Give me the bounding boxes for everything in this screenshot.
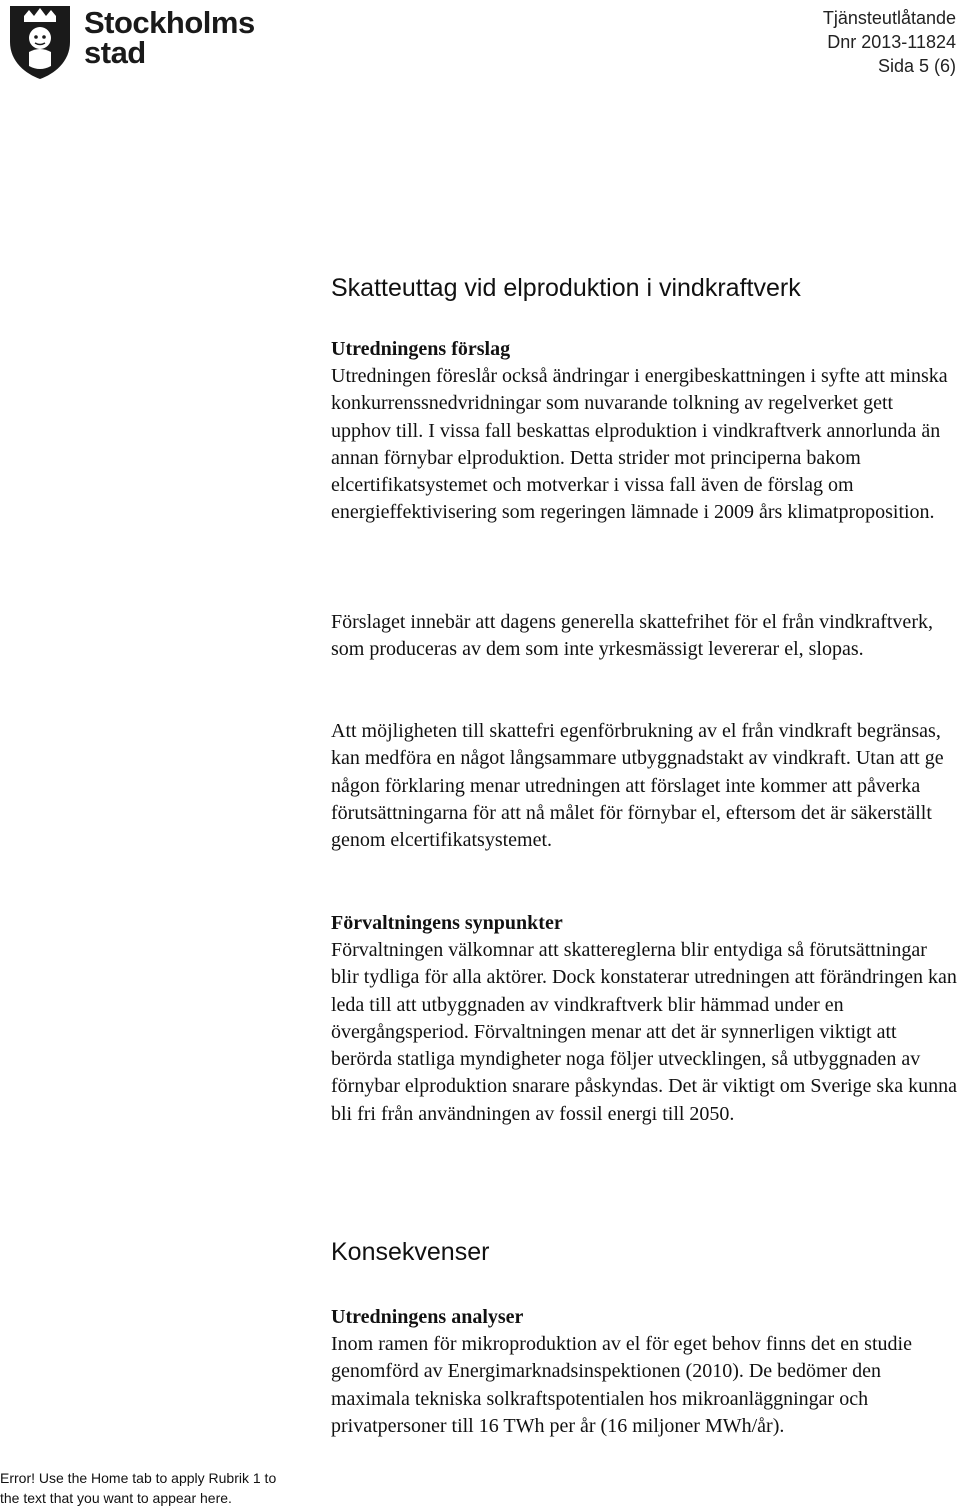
section-heading: Skatteuttag vid elproduktion i vindkraftverk	[331, 274, 801, 302]
paragraph: Förslaget innebär att dagens generella skattefrihet för el från vindkraftverk, som produceras av dem som inte yrkesmässigt levererar el, slopas.	[331, 611, 933, 661]
paragraph: Utredningen föreslår också ändringar i energibeskattningen i syfte att minska konkurrenssnedvridningar som nuvarande tolkning av regelverket gett upphov till. I vissa fall beskattas elproduktion i vindkraftverk annorlunda än annan förnybar elproduktion. Detta strider mot principerna bakom elcertifikatsystemet och motverkar i vissa fall även de förslag om energieffektivisering som regeringen lämnade i 2009 års klimatproposition.	[331, 365, 948, 524]
section-konsekvenser	[331, 1238, 957, 1267]
logo-wordmark	[84, 5, 255, 70]
paragraph: Att möjligheten till skattefri egenförbrukning av el från vindkraft begränsas, kan medföra en något långsammare utbyggnadstakt av vindkraft. Utan att ge någon förklaring menar utredningen att förslaget inte kommer att påverka förutsättningarna för att nå målet för förnybar el, eftersom det är säkerställt genom elcertifikatsystemet.	[331, 720, 944, 852]
section-heading: Konsekvenser	[331, 1238, 490, 1266]
page-number: Sida 5 (6)	[877, 56, 956, 76]
subheading: Utredningens förslag	[331, 338, 511, 360]
paragraph: Inom ramen för mikroproduktion av el för eget behov finns det en studie genomförd av Energimarknadsinspektionen (2010). De bedömer den maximala tekniska solkraftspotentialen hos mikroanläggningar och privatpersoner till 16 TWh per år (16 miljoner MWh/år).	[331, 1333, 912, 1437]
forvaltningens-synpunkter	[331, 910, 957, 1128]
section-skatteuttag	[331, 274, 957, 303]
utredningens-forslag	[331, 336, 957, 527]
paragraph-block-3	[331, 718, 957, 854]
paragraph-block-2	[331, 609, 957, 664]
utredningens-analyser	[331, 1304, 957, 1440]
footer-error-text: Error! Use the Home tab to apply Rubrik 1 to the text that you want to appear here.	[0, 1470, 277, 1506]
paragraph: Förvaltningen välkomnar att skattereglerna blir entydiga så förutsättningar blir tydliga för alla aktörer. Dock konstaterar utredningen att förändringen kan leda till att utbyggnaden av vindkraftverk blir hämmad under en övergångsperiod. Förvaltningen menar att det är synnerligen viktigt att berörda statliga myndigheter noga följer utvecklingen, så utbyggnaden av förnybar elproduktion snarare påskyndas. Det är viktigt om Sverige ska kunna bli fri från användningen av fossil energi till 2050.	[331, 939, 957, 1125]
subheading: Förvaltningens synpunkter	[331, 912, 563, 934]
document-dnr: Dnr 2013-11824	[827, 32, 956, 52]
document-meta	[823, 6, 956, 78]
logo-line-1: Stockholms	[84, 5, 255, 40]
document-type: Tjänsteutlåtande	[822, 8, 956, 28]
stockholms-stad-logo	[4, 2, 255, 80]
logo-line-2: stad	[84, 35, 146, 70]
subheading: Utredningens analyser	[331, 1306, 524, 1328]
crown-shield-icon	[4, 2, 76, 80]
